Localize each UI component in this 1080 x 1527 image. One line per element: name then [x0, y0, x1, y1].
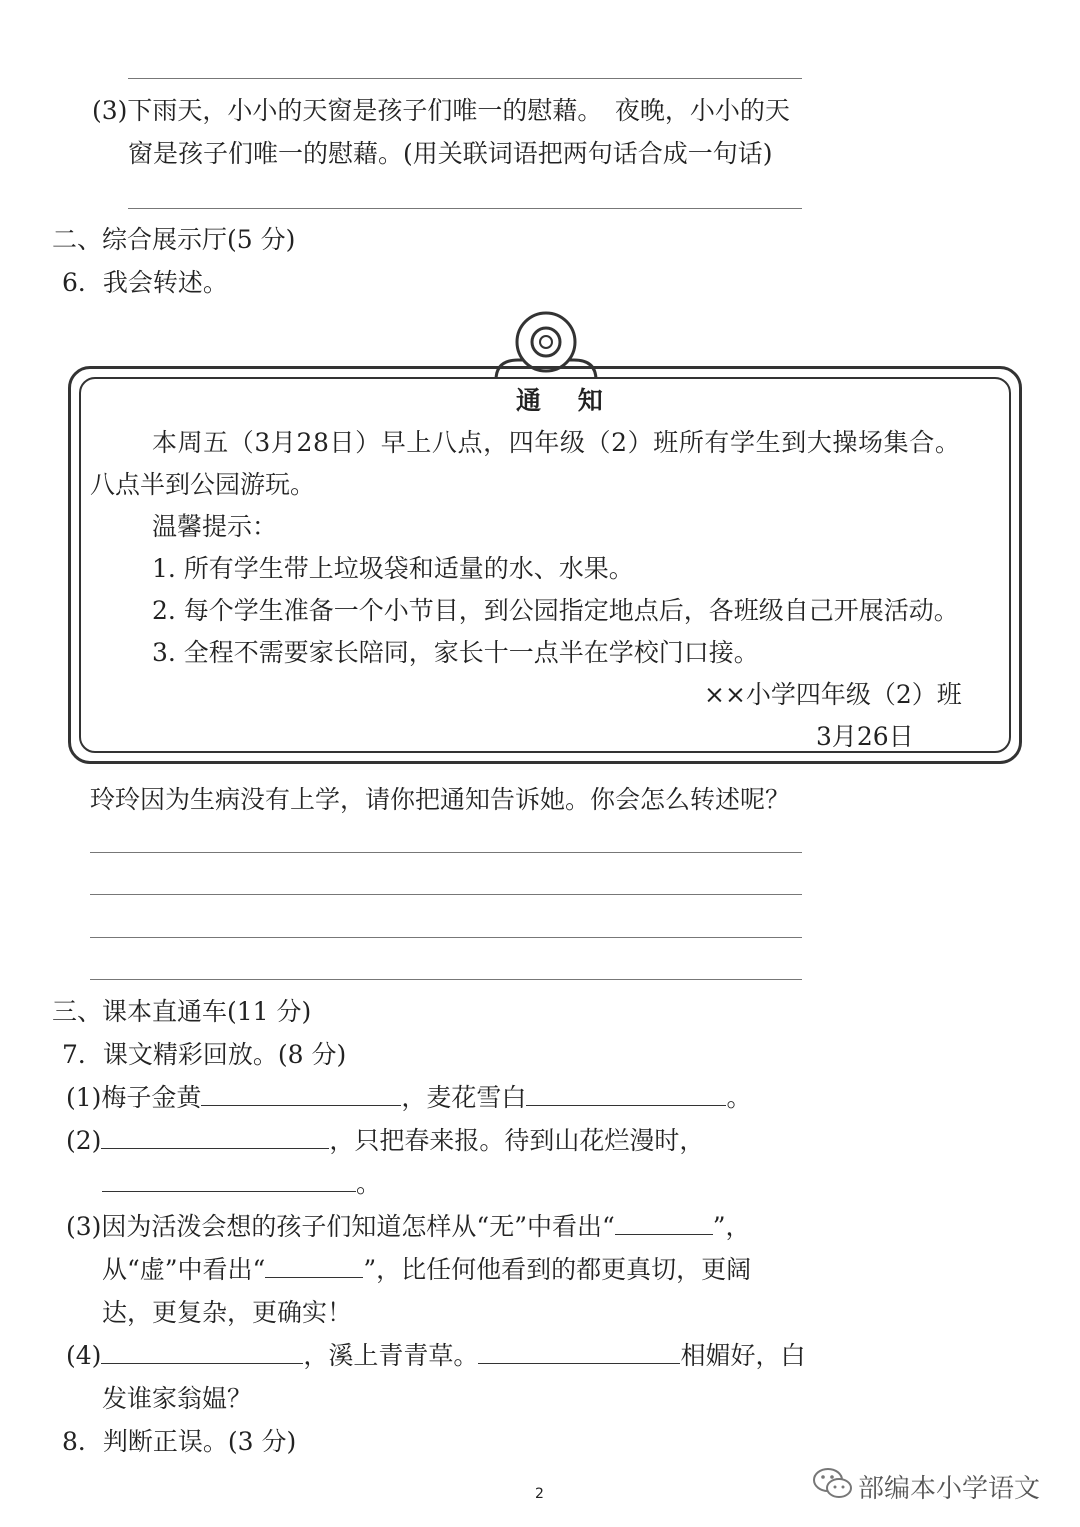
fill-blank[interactable] — [201, 1083, 401, 1106]
notice-date: 3月26日 — [816, 722, 914, 751]
answer-line[interactable] — [90, 937, 802, 938]
question-7-3-text-d: ”，比任何他看到的都更真切，更阔 — [363, 1255, 752, 1284]
fill-blank[interactable] — [615, 1212, 713, 1235]
question-7-1 — [66, 1083, 751, 1113]
question-5-3-line1: (3)下雨天，小小的天窗是孩子们唯一的慰藉。 夜晚，小小的天 — [92, 96, 790, 125]
section-3-heading: 三、课本直通车(11 分) — [52, 997, 312, 1026]
question-6-prompt: 玲玲因为生病没有上学，请你把通知告诉她。你会怎么转述呢？ — [90, 785, 791, 814]
notice-body-line1: 本周五（3月28日）早上八点，四年级（2）班所有学生到大操场集合。 — [152, 428, 961, 457]
question-7-3-text-c: 从“虚”中看出“ — [102, 1255, 266, 1284]
fill-blank[interactable] — [101, 1126, 329, 1149]
question-7-4-text-c: 相媚好，白 — [680, 1341, 806, 1370]
answer-line[interactable] — [90, 894, 802, 895]
page-number: 2 — [535, 1486, 544, 1502]
wechat-icon — [812, 1466, 854, 1502]
question-7-4-line2: 发谁家翁媪？ — [102, 1384, 253, 1413]
question-8-label: 8．判断正误。(3 分) — [62, 1427, 297, 1456]
question-7-3-text-a: (3)因为活泼会想的孩子们知道怎样从“无”中看出“ — [66, 1212, 615, 1241]
fill-blank[interactable] — [102, 1169, 356, 1192]
notice-tips-heading: 温馨提示： — [152, 512, 278, 541]
question-7-3-line2 — [102, 1255, 751, 1285]
question-7-3-text-b: ”， — [712, 1212, 751, 1241]
question-7-1-text-a: (1)梅子金黄 — [66, 1083, 202, 1112]
fill-blank[interactable] — [101, 1341, 303, 1364]
question-7-3 — [66, 1212, 751, 1242]
notice-signature: ××小学四年级（2）班 — [704, 680, 962, 709]
question-7-1-text-b: ，麦花雪白 — [401, 1083, 527, 1112]
notice-tip-1: 1. 所有学生带上垃圾袋和适量的水、水果。 — [152, 554, 634, 583]
notice-tip-3: 3. 全程不需要家长陪同，家长十一点半在学校门口接。 — [152, 638, 759, 667]
answer-line[interactable] — [128, 208, 802, 209]
question-7-2-text-a: (2) — [66, 1126, 102, 1155]
notice-title: 通 知 — [516, 386, 617, 415]
fill-blank[interactable] — [265, 1255, 363, 1278]
question-7-2 — [66, 1126, 704, 1156]
answer-line[interactable] — [90, 852, 802, 853]
question-7-1-text-c: 。 — [726, 1083, 752, 1112]
question-6-label: 6．我会转述。 — [62, 268, 228, 297]
question-7-2-cont — [102, 1169, 381, 1199]
question-7-2-text-c: 。 — [356, 1169, 382, 1198]
notice-tip-2: 2. 每个学生准备一个小节目，到公园指定地点后，各班级自己开展活动。 — [152, 596, 959, 625]
question-7-4 — [66, 1341, 805, 1371]
answer-line — [128, 78, 802, 79]
question-7-label: 7．课文精彩回放。(8 分) — [62, 1040, 347, 1069]
question-7-3-line3: 达，更复杂，更确实！ — [102, 1298, 353, 1327]
question-7-4-text-a: (4) — [66, 1341, 102, 1370]
notice-body-line2: 八点半到公园游玩。 — [90, 470, 316, 499]
watermark-text: 部编本小学语文 — [858, 1474, 1041, 1504]
answer-line[interactable] — [90, 979, 802, 980]
fill-blank[interactable] — [526, 1083, 726, 1106]
section-2-heading: 二、综合展示厅(5 分) — [52, 225, 296, 254]
question-5-3-line2: 窗是孩子们唯一的慰藉。(用关联词语把两句话合成一句话) — [128, 139, 773, 168]
question-7-2-text-b: ，只把春来报。待到山花烂漫时， — [329, 1126, 705, 1155]
question-7-4-text-b: ，溪上青青草。 — [303, 1341, 479, 1370]
fill-blank[interactable] — [478, 1341, 680, 1364]
